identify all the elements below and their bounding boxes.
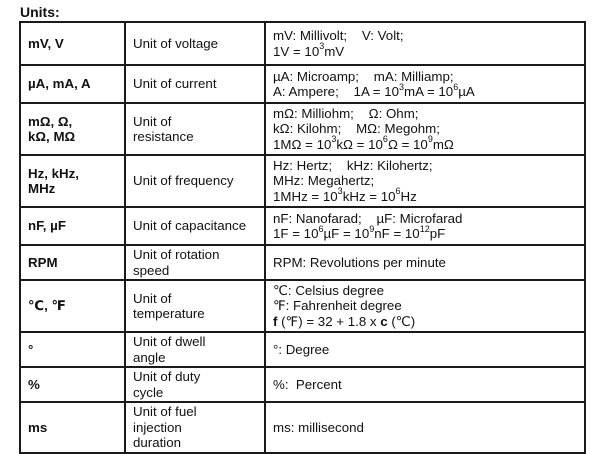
description-text: 1MΩ = 10 — [273, 136, 332, 152]
description-text: µA — [458, 84, 475, 99]
description-line — [273, 121, 577, 137]
description-line — [273, 283, 577, 299]
description-text: Ω = 10 — [387, 136, 428, 152]
unit-description — [265, 367, 585, 402]
description-line — [273, 173, 577, 189]
unit-name: Unit of fuel injection duration — [133, 404, 197, 450]
exponent: 3 — [319, 41, 325, 52]
description-text: kHz = 10 — [342, 188, 396, 204]
unit-symbol: Hz, kHz, MHz — [20, 155, 125, 207]
unit-name-cell — [125, 22, 265, 65]
unit-symbol: µA, mA, A — [20, 65, 125, 103]
description-line — [273, 342, 577, 358]
description-line — [273, 186, 577, 205]
description-text: µF = 10 — [323, 226, 370, 241]
description-text: MHz: Megahertz; — [273, 173, 375, 189]
table-row — [20, 155, 585, 207]
unit-name: Unit of duty cycle — [133, 369, 201, 400]
exponent: 12 — [419, 223, 430, 234]
description-line — [273, 106, 577, 122]
exponent: 6 — [453, 81, 459, 92]
unit-description — [265, 22, 585, 65]
units-table-body — [20, 22, 585, 453]
unit-symbol: ms — [20, 402, 125, 453]
unit-symbol: RPM — [20, 245, 125, 280]
unit-name-cell — [125, 280, 265, 332]
description-line — [273, 158, 577, 174]
description-text: µA: Microamp; mA: Milliamp; — [273, 68, 454, 84]
table-row — [20, 245, 585, 280]
description-text: ms: millisecond — [273, 419, 364, 435]
description-text: c — [380, 313, 388, 329]
unit-symbol: % — [20, 367, 125, 402]
description-text: %: Percent — [273, 376, 342, 392]
description-text: pF — [429, 226, 446, 241]
unit-name-cell — [125, 367, 265, 402]
exponent: 9 — [369, 223, 375, 234]
description-line — [273, 298, 577, 314]
units-table — [19, 21, 586, 454]
unit-name-cell — [125, 65, 265, 103]
description-text: mA = 10 — [404, 84, 454, 99]
description-text: mV: Millivolt; V: Volt; — [273, 28, 404, 43]
description-line — [273, 314, 577, 330]
description-text: 1V = 10 — [273, 43, 320, 59]
description-text: (℉) = 32 + 1.8 x — [277, 313, 381, 329]
description-text: 1MHz = 10 — [273, 188, 338, 204]
description-line — [273, 69, 577, 85]
description-line — [273, 223, 577, 242]
description-text: mΩ — [432, 136, 454, 152]
unit-symbol: ℃, ℉ — [20, 280, 125, 332]
description-text: kΩ = 10 — [336, 136, 383, 152]
description-text: mV — [324, 43, 345, 59]
unit-description — [265, 207, 585, 245]
description-text: RPM: Revolutions per minute — [273, 254, 446, 270]
unit-name-cell — [125, 207, 265, 245]
exponent: 6 — [382, 134, 388, 145]
unit-name: Unit of frequency — [133, 173, 234, 189]
unit-symbol: ° — [20, 332, 125, 367]
unit-name-cell — [125, 332, 265, 367]
description-line — [273, 255, 577, 271]
unit-name-cell — [125, 155, 265, 207]
description-text: ℉: Fahrenheit degree — [273, 298, 402, 314]
table-row — [20, 207, 585, 245]
unit-description — [265, 103, 585, 155]
unit-description — [265, 402, 585, 453]
unit-description — [265, 245, 585, 280]
unit-name: Unit of rotation speed — [133, 247, 220, 278]
description-text: A: Ampere; 1A = 10 — [273, 84, 400, 99]
table-row — [20, 332, 585, 367]
description-text: f — [273, 313, 278, 329]
unit-description — [265, 332, 585, 367]
table-row — [20, 402, 585, 453]
description-line — [273, 81, 577, 100]
description-line — [273, 41, 577, 60]
description-text: kΩ: Kilohm; MΩ: Megohm; — [273, 121, 440, 137]
description-text: (℃) — [387, 313, 416, 329]
table-row — [20, 22, 585, 65]
unit-name: Unit of capacitance — [133, 218, 247, 234]
table-row — [20, 280, 585, 332]
unit-name-cell — [125, 103, 265, 155]
description-text: nF: Nanofarad; µF: Microfarad — [273, 210, 463, 226]
unit-description — [265, 65, 585, 103]
description-line — [273, 420, 577, 436]
unit-name: Unit of voltage — [133, 35, 219, 51]
page-title: Units: — [20, 4, 60, 20]
description-text: mΩ: Milliohm; Ω: Ohm; — [273, 105, 419, 121]
description-text: ℃: Celsius degree — [273, 282, 385, 298]
description-text: nF = 10 — [374, 226, 420, 241]
exponent: 9 — [427, 134, 433, 145]
unit-symbol: nF, µF — [20, 207, 125, 245]
unit-name-cell — [125, 402, 265, 453]
unit-name: Unit of temperature — [133, 290, 205, 321]
unit-description — [265, 280, 585, 332]
description-text: 1F = 10 — [273, 226, 319, 241]
description-text: Hz — [400, 188, 417, 204]
unit-name: Unit of resistance — [133, 113, 194, 144]
exponent: 6 — [395, 186, 401, 197]
unit-name-cell — [125, 245, 265, 280]
description-line — [273, 377, 577, 393]
table-row — [20, 367, 585, 402]
table-row — [20, 65, 585, 103]
description-line — [273, 134, 577, 153]
unit-name: Unit of current — [133, 76, 217, 92]
unit-description — [265, 155, 585, 207]
unit-name: Unit of dwell angle — [133, 334, 206, 365]
exponent: 3 — [399, 81, 405, 92]
description-text: Hz: Hertz; kHz: Kilohertz; — [273, 157, 433, 173]
exponent: 3 — [337, 186, 343, 197]
description-text: °: Degree — [273, 341, 330, 357]
exponent: 3 — [331, 134, 337, 145]
exponent: 6 — [318, 223, 324, 234]
table-row — [20, 103, 585, 155]
unit-symbol: mΩ, Ω, kΩ, MΩ — [20, 103, 125, 155]
unit-symbol: mV, V — [20, 22, 125, 65]
